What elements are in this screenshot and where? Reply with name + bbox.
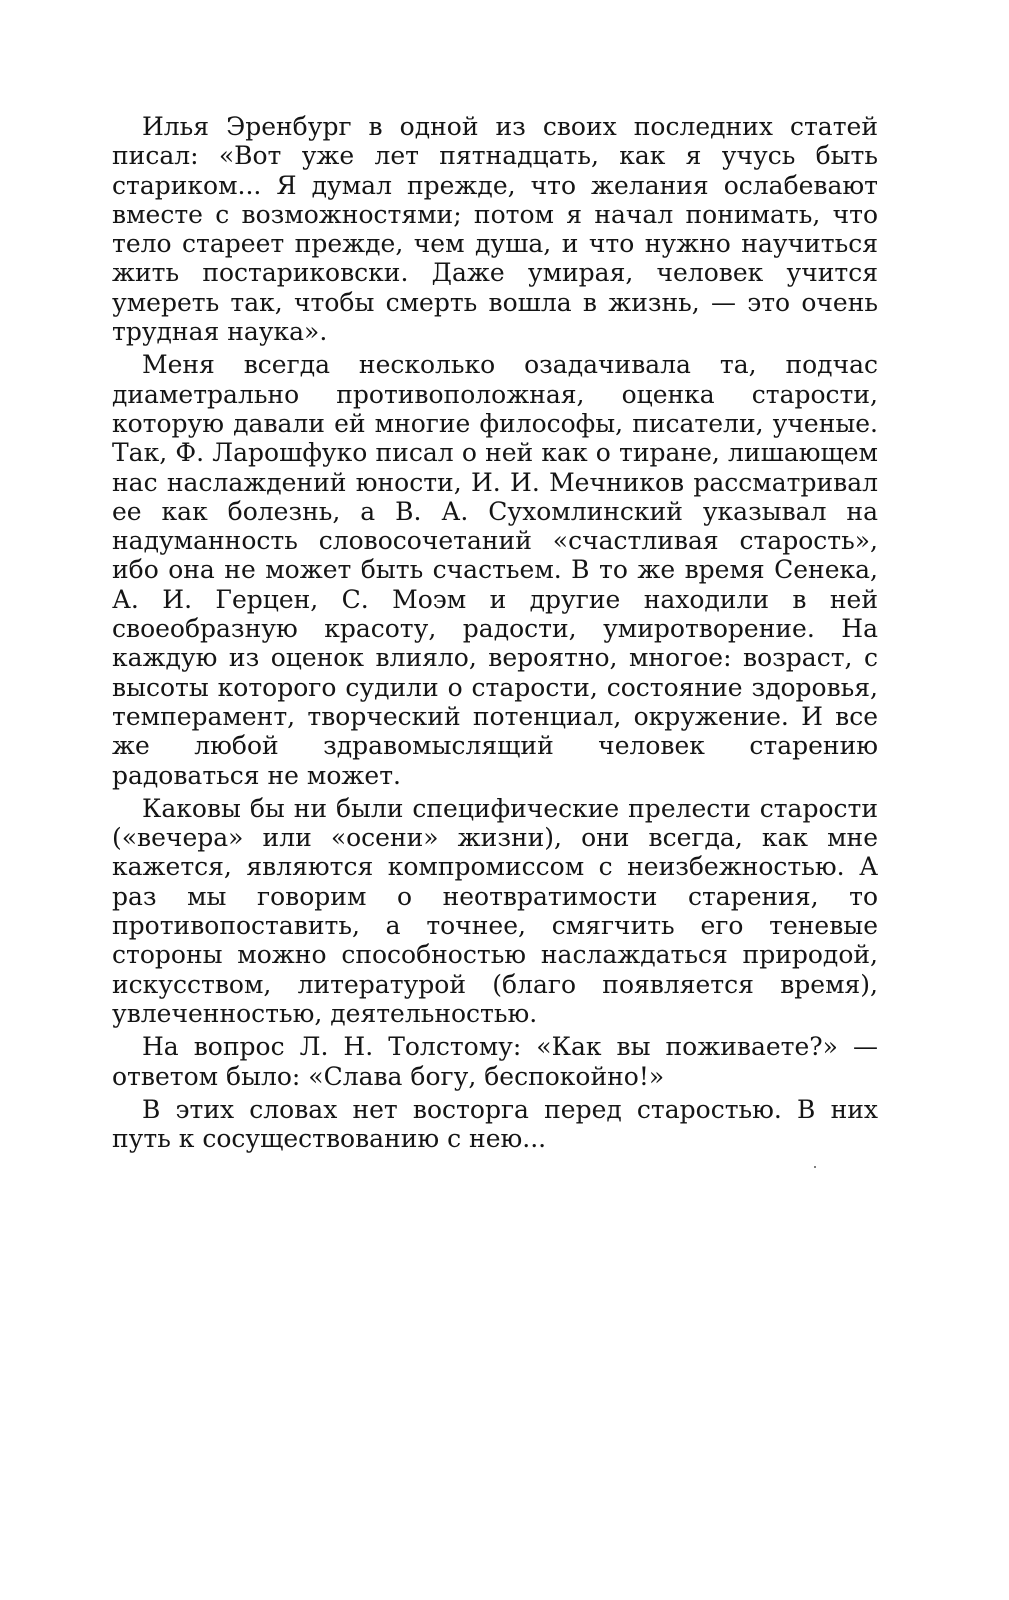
paragraph-5: В этих словах нет восторга перед старостью. В них путь к сосуществованию с нею... <box>112 1094 878 1154</box>
print-speck <box>814 1166 816 1168</box>
paragraph-1: Илья Эренбург в одной из своих последних статей писал: «Вот уже лет пятнадцать, как я учусь быть стариком... Я думал прежде, что желания ослабевают вместе с возможностями; потом я начал понимать, что тело стареет прежде, чем душа, и что нужно научиться жить постариковски. Даже умирая, человек учится умереть так, чтобы смерть вошла в жизнь, — это очень трудная наука». <box>112 112 878 347</box>
paragraph-3: Каковы бы ни были специфические прелести старости («вечера» или «осени» жизни), они всегда, как мне кажется, являются компромиссом с неизбежностью. А раз мы говорим о неотвратимости старения, то противопоставить, а точнее, смягчить его теневые стороны можно способностью наслаждаться природой, искусством, литературой (благо появляется время), увлеченностью, деятельностью. <box>112 793 878 1028</box>
body-text <box>112 112 878 1153</box>
paragraph-4: На вопрос Л. Н. Толстому: «Как вы поживаете?» — ответом было: «Слава богу, беспокойно!» <box>112 1032 878 1091</box>
paragraph-2: Меня всегда несколько озадачивала та, подчас диаметрально противоположная, оценка старости, которую давали ей многие философы, писатели, ученые. Так, Ф. Ларошфуко писал о ней как о тиране, лишающем нас наслаждений юности, И. И. Мечников рассматривал ее как болезнь, а В. А. Сухомлинский указывал на надуманность словосочетаний «счастливая старость», ибо она не может быть счастьем. В то же время Сенека, А. И. Герцен, С. Моэм и другие находили в ней своеобразную красоту, радости, умиротворение. На каждую из оценок влияло, вероятно, многое: возраст, с высоты которого судили о старости, состояние здоровья, темперамент, творческий потенциал, окружение. И все же любой здравомыслящий человек старению радоваться не может. <box>112 350 878 790</box>
